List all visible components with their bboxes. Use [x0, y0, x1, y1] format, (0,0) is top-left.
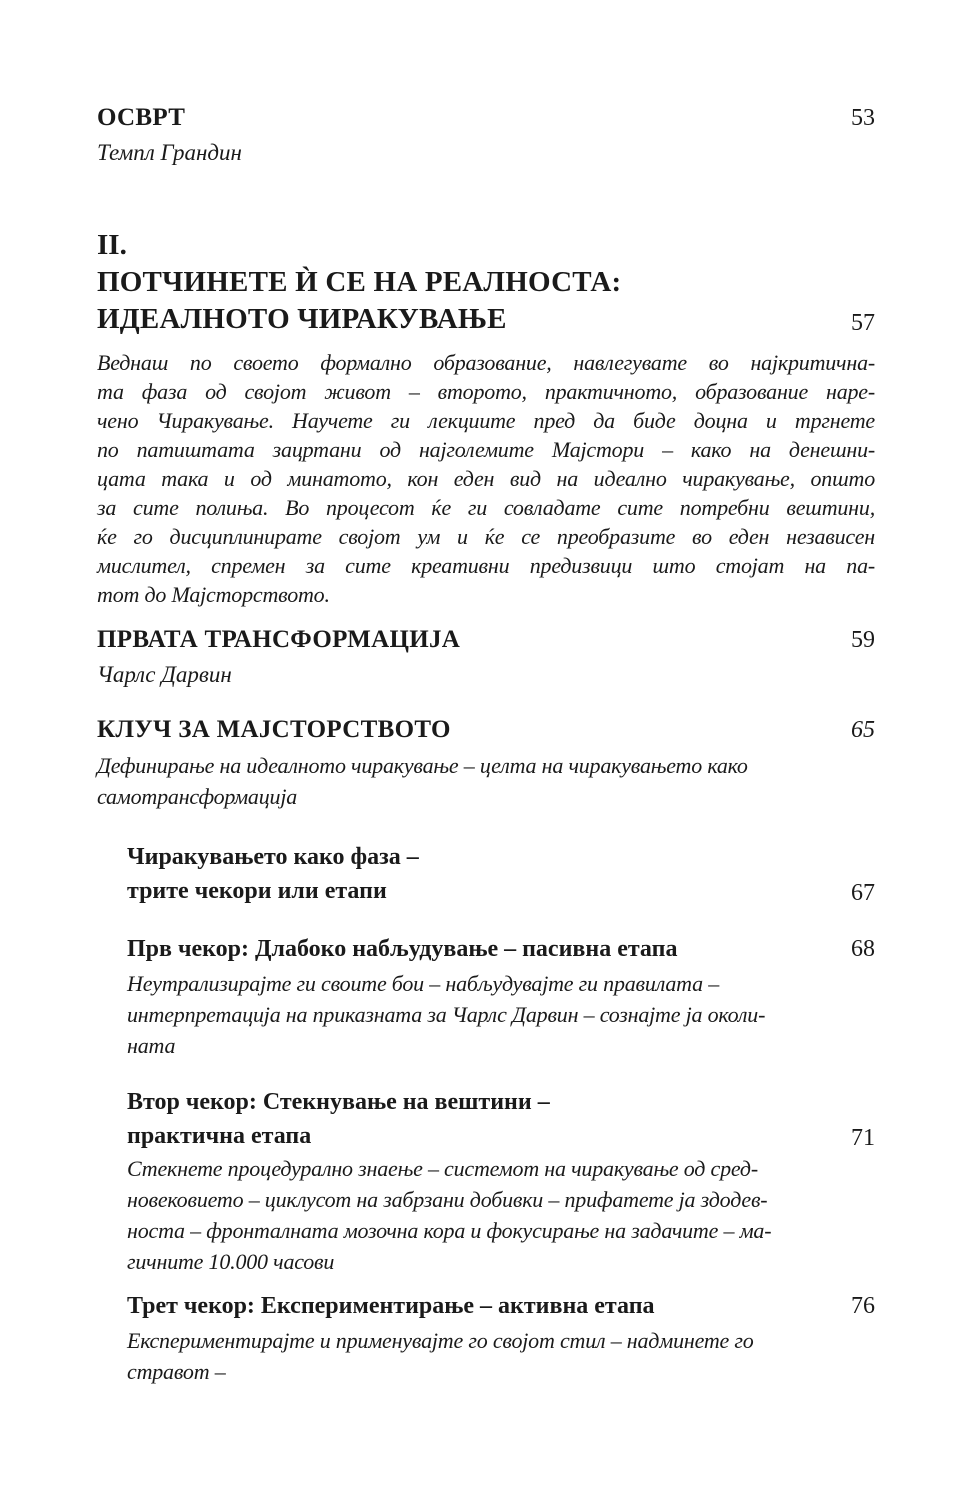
sub-entry-title — [127, 840, 419, 908]
entry-description — [127, 1325, 875, 1387]
entry-description — [127, 968, 875, 1061]
entry-description — [127, 1153, 875, 1277]
toc-entry-row — [127, 1289, 875, 1323]
page-number: 59 — [851, 627, 875, 653]
toc-entry-step1 — [127, 932, 875, 1061]
text-line: ната — [127, 1033, 176, 1058]
page-number: 53 — [851, 105, 875, 131]
part-title-line1: ПОТЧИНЕТЕ Ѝ СЕ НА РЕАЛНОСТА: — [97, 266, 622, 298]
chapter-title: ПРВАТА ТРАНСФОРМАЦИЈА — [97, 626, 461, 653]
toc-entry-row — [97, 103, 875, 133]
text-line: стравот – — [127, 1359, 226, 1384]
sub-title-line2: трите чекори или етапи — [127, 878, 387, 904]
part-number: II. — [97, 229, 127, 261]
toc-entry-row — [127, 932, 875, 966]
page-number: 68 — [851, 936, 875, 962]
sub-title-line1: Чиракувањето како фаза – — [127, 844, 419, 870]
text-line: цата така и од минатото, кон еден вид на идеално чиракување, општо — [97, 466, 875, 491]
toc-entry-phase — [127, 840, 875, 908]
chapter-title: КЛУЧ ЗА МАЈСТОРСТВОТО — [97, 716, 451, 743]
text-line: тот до Мајсторството. — [97, 582, 330, 607]
page-number: 67 — [851, 880, 875, 906]
chapter-author: Чарлс Дарвин — [97, 662, 232, 687]
part-title-line2: ИДЕАЛНОТО ЧИРАКУВАЊЕ — [97, 303, 507, 335]
sub-entry-title: Прв чекор: Длабоко набљудување – пасивна етапа — [127, 936, 678, 962]
text-line: по патиштата зацртани од најголемите Мајстори – како на денешни- — [97, 437, 875, 462]
text-line: Неутрализирајте ги своите бои – набљудувајте ги правилата – — [127, 971, 720, 996]
text-line: новековието – циклусот на забрзани добивки – прифатете ја здодев- — [127, 1187, 768, 1212]
toc-entry-part2 — [97, 227, 875, 609]
text-line: Дефинирање на идеалното чиракување – целта на чиракувањето како — [97, 753, 748, 778]
sub-entry-title: Трет чекор: Експериментирање – активна етапа — [127, 1293, 655, 1319]
entry-description — [97, 750, 875, 812]
page-number: 65 — [851, 717, 875, 743]
page-number: 71 — [851, 1125, 875, 1151]
text-line: за сите полиња. Во процесот ќе ги совладате сите потребни вештини, — [97, 495, 875, 520]
text-line: самотрансформација — [97, 784, 298, 809]
sub-entry-title — [127, 1085, 550, 1153]
text-line: чено Чиракување. Научете ги лекциите пред да биде доцна и тргнете — [97, 408, 875, 433]
toc-entry-prvata — [97, 625, 875, 689]
text-line: интерпретација на приказната за Чарлс Дарвин – сознајте ја околи- — [127, 1002, 766, 1027]
text-line: Експериментирајте и применувајте го својот стил – надминете го — [127, 1328, 754, 1353]
toc-entry-osvrt — [97, 103, 875, 167]
toc-entry-row — [97, 715, 875, 745]
sub-title-line1: Втор чекор: Стекнување на вештини – — [127, 1089, 550, 1115]
toc-entry-row — [127, 1085, 875, 1153]
text-line: ќе го дисциплинирате својот ум и ќе се преобразите во еден независен — [97, 524, 875, 549]
page-number: 57 — [851, 310, 875, 336]
text-line: мислител, спремен за сите креативни предизвици што стојат на па- — [97, 553, 875, 578]
chapter-author: Темпл Грандин — [97, 140, 242, 165]
toc-entry-row — [127, 840, 875, 908]
toc-entry-row — [97, 625, 875, 655]
toc-entry-step3 — [127, 1289, 875, 1387]
text-line: гичните 10.000 часови — [127, 1249, 335, 1274]
toc-entry-kluc — [97, 715, 875, 812]
text-line: Веднаш по своето формално образование, навлегувате во најкритична- — [97, 350, 875, 375]
chapter-title: ОСВРТ — [97, 104, 186, 131]
text-line: носта – фронталната мозочна кора и фокусирање на задачите – ма- — [127, 1218, 772, 1243]
toc-entry-step2 — [127, 1085, 875, 1277]
part-intro-paragraph — [97, 348, 875, 609]
text-line: Стекнете процедурално знаење – системот на чиракување од сред- — [127, 1156, 758, 1181]
text-line: та фаза од својот живот – второто, практичното, образование наре- — [97, 379, 875, 404]
page-number: 76 — [851, 1293, 875, 1319]
toc-entry-row — [97, 301, 875, 338]
sub-title-line2: практична етапа — [127, 1123, 312, 1149]
